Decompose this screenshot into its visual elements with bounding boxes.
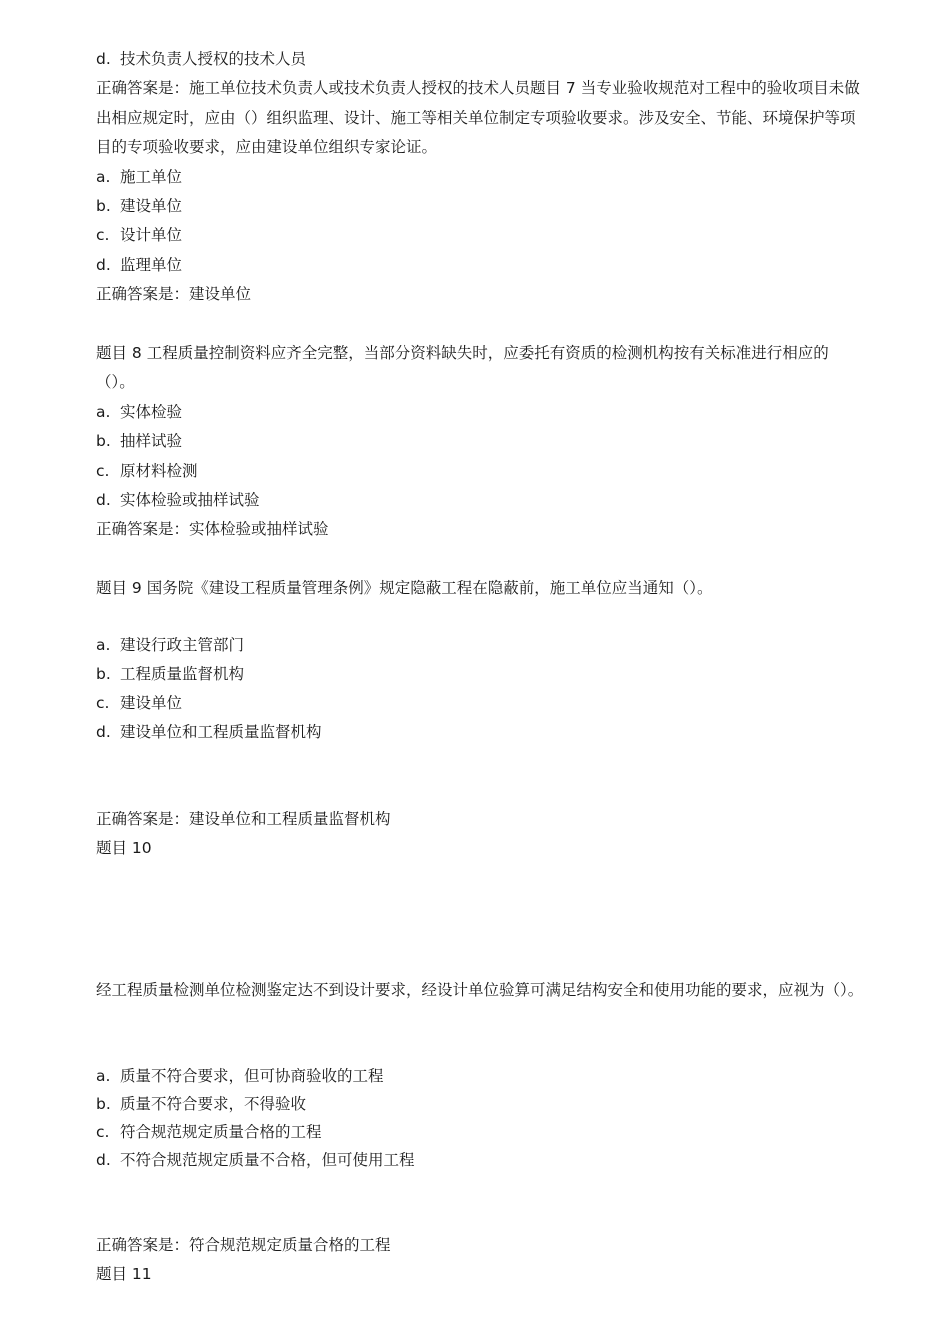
option-text: 质量不符合要求，不得验收 xyxy=(120,1095,307,1113)
option-text: 工程质量监督机构 xyxy=(120,665,245,683)
option-b xyxy=(96,427,182,456)
option-letter: a. xyxy=(96,1067,111,1085)
option-c xyxy=(96,457,198,486)
option-letter: a. xyxy=(96,167,111,186)
option-letter: c. xyxy=(96,226,110,245)
option-letter: a. xyxy=(96,402,111,421)
option-text: 抽样试验 xyxy=(120,432,183,451)
option-text: 符合规范规定质量合格的工程 xyxy=(120,1123,322,1141)
option-letter: d. xyxy=(96,723,111,741)
question-text: 经工程质量检测单位检测鉴定达不到设计要求，经设计单位验算可满足结构安全和使用功能的要求，应视为（）。 xyxy=(96,981,864,999)
option-text: 原材料检测 xyxy=(120,461,198,480)
option-b xyxy=(96,192,182,221)
option-letter: d. xyxy=(96,50,111,68)
option-text: 建设单位 xyxy=(120,197,183,215)
correct-answer: 正确答案是：符合规范规定质量合格的工程 xyxy=(96,1236,391,1254)
option-text: 技术负责人授权的技术人员 xyxy=(120,50,307,68)
option-letter: c. xyxy=(96,461,110,480)
option-letter: b. xyxy=(96,197,111,215)
option-c xyxy=(96,689,182,718)
option-letter: b. xyxy=(96,665,111,683)
option-text: 建设单位和工程质量监督机构 xyxy=(120,723,322,741)
option-text: 监理单位 xyxy=(120,255,183,274)
option-text: 设计单位 xyxy=(120,226,183,245)
option-d xyxy=(96,251,182,280)
option-text: 实体检验 xyxy=(120,402,183,421)
question-title: 题目 10 xyxy=(96,839,152,857)
option-c xyxy=(96,1118,322,1147)
question-text: 题目 9 国务院《建设工程质量管理条例》规定隐蔽工程在隐蔽前，施工单位应当通知（）。 xyxy=(96,579,713,597)
option-text: 质量不符合要求，但可协商验收的工程 xyxy=(120,1067,384,1085)
option-letter: c. xyxy=(96,1123,110,1141)
correct-answer: 正确答案是：建设单位 xyxy=(96,285,252,304)
option-c xyxy=(96,221,182,250)
option-letter: c. xyxy=(96,694,110,712)
option-b xyxy=(96,660,244,689)
option-letter: d. xyxy=(96,1151,111,1169)
correct-answer: 正确答案是：实体检验或抽样试验 xyxy=(96,520,329,539)
option-b xyxy=(96,1090,306,1119)
option-a xyxy=(96,631,244,660)
option-text: 建设单位 xyxy=(120,694,183,712)
option-text: 建设行政主管部门 xyxy=(120,636,245,654)
option-letter: b. xyxy=(96,432,111,451)
correct-answer: 正确答案是：建设单位和工程质量监督机构 xyxy=(96,810,391,828)
option-d xyxy=(96,718,322,747)
question-text: 题目 8 工程质量控制资料应齐全完整，当部分资料缺失时，应委托有资质的检测机构按有关标准进行相应的（）。 xyxy=(96,344,829,392)
option-letter: a. xyxy=(96,636,111,654)
option-d xyxy=(96,1146,415,1175)
option-letter: b. xyxy=(96,1095,111,1113)
answer-paragraph: 正确答案是：施工单位技术负责人或技术负责人授权的技术人员题目 7 当专业验收规范对工程中的验收项目未做出相应规定时，应由（）组织监理、设计、施工等相关单位制定专项验收要求。涉及安全、节能、环境保护等项目的专项验收要求，应由建设单位组织专家论证。 xyxy=(96,79,860,157)
option-letter: d. xyxy=(96,255,111,274)
option-a xyxy=(96,1062,384,1091)
option-text: 施工单位 xyxy=(120,167,183,186)
question-title: 题目 11 xyxy=(96,1265,152,1283)
option-a xyxy=(96,163,182,192)
option-a xyxy=(96,398,182,427)
option-letter: d. xyxy=(96,491,111,509)
option-text: 不符合规范规定质量不合格，但可使用工程 xyxy=(120,1151,415,1169)
option-text: 实体检验或抽样试验 xyxy=(120,491,260,509)
option-d xyxy=(96,486,260,515)
option-d xyxy=(96,45,306,74)
